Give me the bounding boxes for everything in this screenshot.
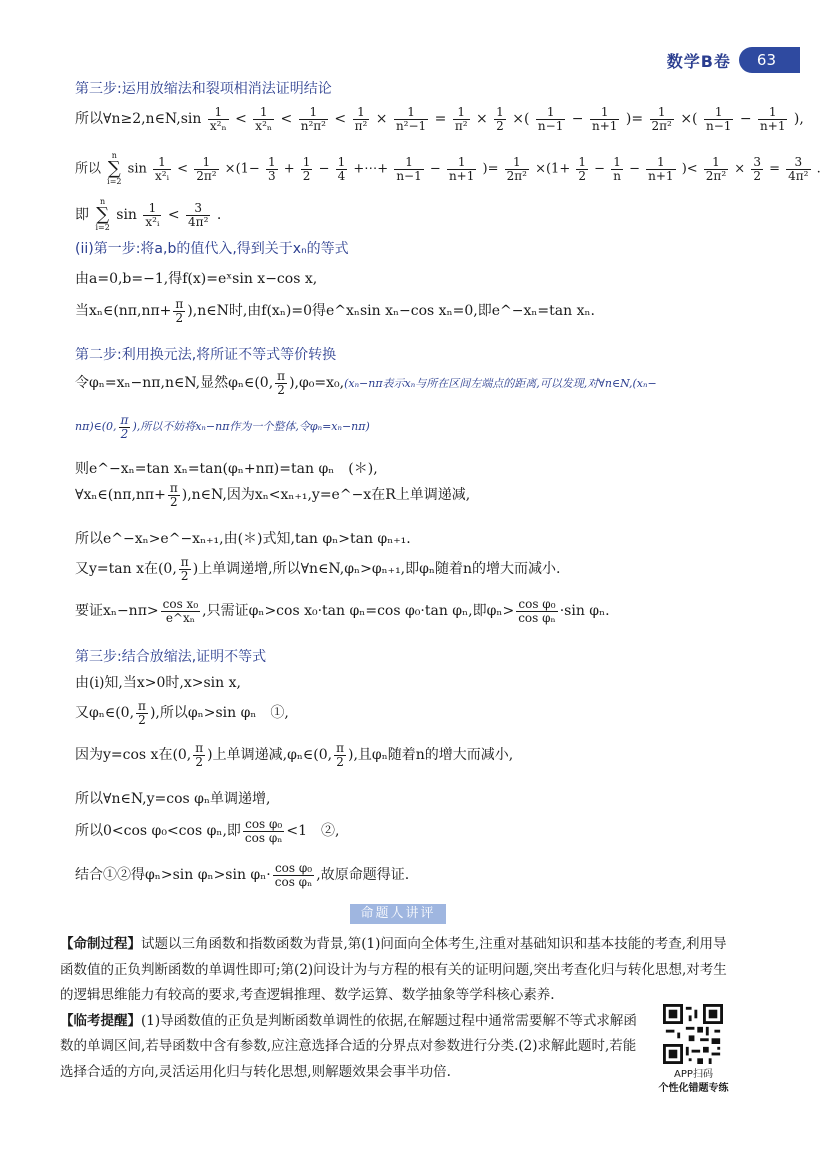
formula-line-1: 所以∀n≥2,n∈N,sin $\frac{1}{\text{x²ₙ}}$ < $\frac{1}{\text{x²ₙ}}$ < $\frac{1}{\text{n²π²}}$ < $\frac{1}{\text{π²}}$ × $\frac{1}{\text{n²−1}}$ = $\frac{1}{\text{π²}}$ × $\frac{1}{2}$ ×( $\frac{1}{n-1}$ − $\frac{1}{n+1}$ )= $\frac{1}{\text{2π²}}$ ×( $\frac{1}{n-1}$ − $\frac{1}{n+1}$ ), [75,105,804,133]
text-line: 所以0<cos φ₀<cos φₙ,即 $\frac{\text{cos φ₀}}{\text{cos φₙ}}$ <1 ②, [75,817,340,845]
text-line: 要证xₙ−nπ> $\frac{\text{cos x₀}}{\text{e\textasciicircum{}xₙ}}$ ,只需证φₙ>cos x₀·tan φₙ=cos φ₀·tan φₙ,即φₙ> $\frac{\text{cos φ₀}}{\text{cos φₙ}}$ ·sin φₙ. [75,597,610,625]
step-2-heading: 第二步:利用换元法,将所证不等式等价转换 [75,347,337,363]
part-ii-step-1: (ii)第一步:将a,b的值代入,得到关于xₙ的等式 [75,241,349,257]
text-line: 当xₙ∈(nπ,nπ+ $\frac{\pi}{2}$ ),n∈N时,由f(xₙ)=0得e^xₙsin xₙ−cos xₙ=0,即e^−xₙ=tan xₙ. [75,297,595,325]
tag-process: 【命制过程】 [60,936,141,952]
tag-reminder: 【临考提醒】 [60,1012,141,1029]
commentary-process: 试题以三角函数和指数函数为背景,第(1)问面向全体考生,注重对基础知识和基本技能的考查,利用导函数值的正负判断函数的单调性即可;第(2)问设计为与方程的根有关的证明问题,突出考查化归与转化思想,对考生的逻辑思维能力有较高的要求,考查逻辑推理、数学运算、数学抽象等学科核心素养. [60,936,727,1003]
page-number: 63 [739,47,800,73]
fraction: $\frac{1}{\text{x²ₙ}}$ [255,105,273,133]
text-line: ∀xₙ∈(nπ,nπ+ $\frac{\pi}{2}$ ),n∈N,因为xₙ<xₙ₊₁,y=e^−x在R上单调递减, [75,481,471,509]
text-line: 因为y=cos x在(0, $\frac{\pi}{2}$ )上单调递减,φₙ∈(0, $\frac{\pi}{2}$ ),且φₙ随着n的增大而减小, [75,741,514,769]
step-3-heading-b: 第三步:结合放缩法,证明不等式 [75,649,267,665]
fraction: $\frac{1}{2}$ [496,105,504,133]
text-line: 令φₙ=xₙ−nπ,n∈N,显然φₙ∈(0, $\frac{\pi}{2}$ ),φ₀=x₀,(xₙ−nπ表示xₙ与所在区间左端点的距离,可以发现,对∀n∈N,(xₙ− [75,369,657,397]
fraction: $\frac{1}{\text{n²π²}}$ [300,105,326,133]
page-header [667,46,800,74]
qr-caption: APP扫码 个性化错题专练 [658,1069,729,1094]
fraction: $\frac{1}{n+1}$ [760,105,786,133]
fraction: $\frac{1}{\text{π²}}$ [454,105,468,133]
fraction: $\frac{1}{n-1}$ [537,105,564,133]
formula-line-3: 即 n ∑ i=2 sin $\frac{1}{\text{x²ᵢ}}$ < $\frac{3}{\text{4π²}}$ . [75,197,222,232]
handwritten-note: nπ)∈(0, $\frac{\pi}{2}$ ),所以不妨将xₙ−nπ作为一个整体,令φₙ=xₙ−nπ) [75,413,370,441]
qr-code-icon[interactable] [663,1004,723,1064]
commentary-banner: 命题人讲评 [350,904,446,924]
text-line: 又φₙ∈(0, $\frac{\pi}{2}$ ),所以φₙ>sin φₙ ①, [75,699,289,727]
text-line: 结合①②得φₙ>sin φₙ>sin φₙ· $\frac{\text{cos φ₀}}{\text{cos φₙ}}$ ,故原命题得证. [75,861,410,889]
fraction: $\frac{1}{\text{π²}}$ [354,105,368,133]
fraction: $\frac{1}{\text{x²ₙ}}$ [209,105,227,133]
handwritten-note: (xₙ−nπ表示xₙ与所在区间左端点的距离,可以发现,对∀n∈N,(xₙ− [344,377,657,391]
commentary-section [60,932,730,1085]
summation-sign: n ∑ i=2 [107,151,122,186]
fraction: $\frac{1}{n-1}$ [705,105,732,133]
text-line: 又y=tan x在(0, $\frac{\pi}{2}$ )上单调递增,所以∀n∈N,φₙ>φₙ₊₁,即φₙ随着n的增大而减小. [75,555,561,583]
formula-line-2: 所以 n ∑ i=2 sin $\frac{1}{\text{x²ᵢ}}$ < $\frac{1}{\text{2π²}}$ ×(1− $\frac{1}{3}$ + $\frac{1}{2}$ − $\frac{1}{4}$ +⋯+ $\frac{1}{n-1}$ − $\frac{1}{n+1}$ )= $\frac{1}{\text{2π²}}$ ×(1+ $\frac{1}{2}$ − $\frac{1}{n}$ − $\frac{1}{n+1}$ )< $\frac{1}{\text{2π²}}$ × $\frac{3}{2}$ = $\frac{3}{\text{4π²}}$ . [75,151,821,186]
fraction: $\frac{1}{\text{2π²}}$ [651,105,672,133]
fraction: $\frac{1}{\text{n²−1}}$ [395,105,427,133]
text-line: 所以∀n∈N,y=cos φₙ单调递增, [75,791,271,807]
text-line: 所以e^−xₙ>e^−xₙ₊₁,由(＊)式知,tan φₙ>tan φₙ₊₁. [75,531,411,547]
book-title: 数学B卷 [666,51,731,71]
text-line: 由(i)知,当x>0时,x>sin x, [75,675,241,691]
text-line: 由a=0,b=−1,得f(x)=eˣsin x−cos x, [75,271,318,287]
fraction: $\frac{1}{n+1}$ [591,105,618,133]
commentary-reminder: (1)导函数值的正负是判断函数单调性的依据,在解题过程中通常需要解不等式求解函数的单调区间,若导函数中含有参数,应注意选择合适的分界点对参数进行分类.(2)求解此题时,若能选择合适的方向,灵活运用化归与转化思想,则解题效果会事半功倍. [60,1012,637,1080]
text-line: 则e^−xₙ=tan xₙ=tan(φₙ+nπ)=tan φₙ (＊), [75,461,378,477]
step-3-heading: 第三步:运用放缩法和裂项相消法证明结论 [75,81,332,97]
